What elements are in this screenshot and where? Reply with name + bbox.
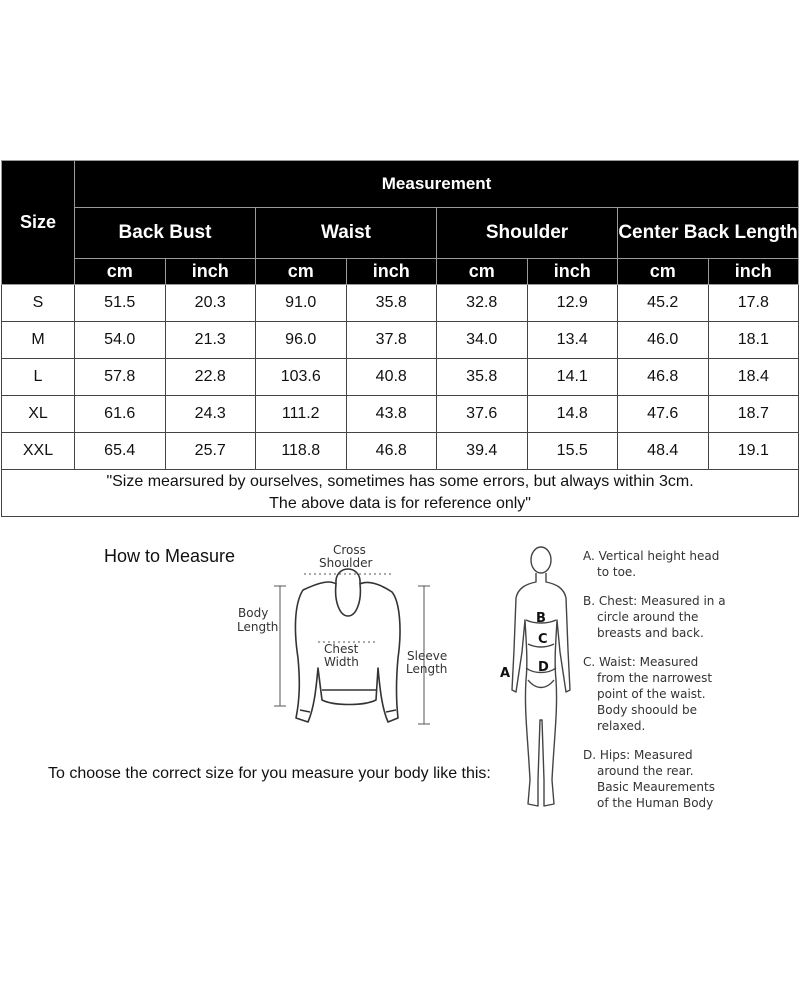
value-cell: 12.9	[527, 285, 618, 322]
marker-b: B	[536, 611, 546, 626]
value-cell: 103.6	[256, 359, 347, 396]
value-cell: 37.8	[346, 322, 437, 359]
note-row	[2, 470, 799, 517]
value-cell: 54.0	[75, 322, 166, 359]
value-cell: 43.8	[346, 396, 437, 433]
value-cell: 15.5	[527, 433, 618, 470]
value-cell: 25.7	[165, 433, 256, 470]
size-header: Size	[2, 161, 75, 285]
body-length-label-1: Body	[238, 606, 269, 620]
value-cell: 14.8	[527, 396, 618, 433]
value-cell: 21.3	[165, 322, 256, 359]
head-outline	[531, 547, 551, 573]
value-cell: 35.8	[437, 359, 528, 396]
unit-header: cm	[437, 259, 528, 285]
crotch-outline	[528, 680, 554, 688]
value-cell: 37.6	[437, 396, 528, 433]
value-cell: 46.0	[618, 322, 709, 359]
value-cell: 61.6	[75, 396, 166, 433]
value-cell: 20.3	[165, 285, 256, 322]
unit-header: inch	[527, 259, 618, 285]
value-cell: 65.4	[75, 433, 166, 470]
size-cell: S	[2, 285, 75, 322]
value-cell: 32.8	[437, 285, 528, 322]
value-cell: 35.8	[346, 285, 437, 322]
size-cell: M	[2, 322, 75, 359]
size-cell: XL	[2, 396, 75, 433]
value-cell: 18.4	[708, 359, 799, 396]
marker-d: D	[538, 660, 549, 675]
center-back-length-header: Center Back Length	[618, 208, 799, 259]
value-cell: 48.4	[618, 433, 709, 470]
table-row	[2, 433, 799, 470]
legend-body: from the narrowest point of the waist. Body shoould be relaxed.	[597, 671, 713, 733]
note-line-1: "Size mearsured by ourselves, sometimes has some errors, but always within 3cm.	[106, 473, 694, 490]
value-cell: 24.3	[165, 396, 256, 433]
value-cell: 18.7	[708, 396, 799, 433]
size-cell: XXL	[2, 433, 75, 470]
value-cell: 46.8	[618, 359, 709, 396]
jacket-measure-diagram	[230, 540, 460, 740]
value-cell: 47.6	[618, 396, 709, 433]
header-row-units	[2, 259, 799, 285]
unit-header: inch	[708, 259, 799, 285]
unit-header: inch	[165, 259, 256, 285]
marker-c: C	[538, 632, 548, 647]
sleeve-length-label-2: Length	[406, 662, 448, 676]
table-row	[2, 359, 799, 396]
reference-note	[2, 470, 799, 517]
legend-item-c	[583, 654, 793, 734]
legend-body: around the rear. Basic Meaurements of the Human Body	[597, 764, 715, 810]
unit-header: cm	[256, 259, 347, 285]
note-line-2: The above data is for reference only"	[269, 495, 531, 512]
legend-body: to toe.	[597, 565, 637, 579]
choose-size-instruction: To choose the correct size for you measure your body like this:	[48, 765, 491, 782]
legend-head: A. Vertical height head	[583, 549, 720, 563]
legend-head: D. Hips: Measured	[583, 748, 693, 762]
size-cell: L	[2, 359, 75, 396]
value-cell: 19.1	[708, 433, 799, 470]
value-cell: 57.8	[75, 359, 166, 396]
measure-legend	[583, 548, 793, 824]
cross-shoulder-label-2: Shoulder	[319, 556, 373, 570]
legend-head: C. Waist: Measured	[583, 655, 699, 669]
unit-header: inch	[346, 259, 437, 285]
value-cell: 22.8	[165, 359, 256, 396]
body-figure-diagram	[498, 540, 583, 820]
value-cell: 46.8	[346, 433, 437, 470]
value-cell: 51.5	[75, 285, 166, 322]
header-row-group	[2, 161, 799, 208]
cuff-right	[386, 710, 396, 712]
legend-item-a	[583, 548, 793, 580]
value-cell: 45.2	[618, 285, 709, 322]
table-row	[2, 396, 799, 433]
value-cell: 18.1	[708, 322, 799, 359]
size-chart-table	[1, 160, 799, 517]
marker-a: A	[500, 666, 511, 681]
hood-outline	[336, 569, 360, 584]
value-cell: 39.4	[437, 433, 528, 470]
measurement-header: Measurement	[75, 161, 799, 208]
chest-width-label-1: Chest	[324, 642, 359, 656]
legend-body: circle around the breasts and back.	[597, 610, 704, 640]
legend-item-d	[583, 747, 793, 811]
unit-header: cm	[618, 259, 709, 285]
value-cell: 17.8	[708, 285, 799, 322]
header-row-columns	[2, 208, 799, 259]
table-row	[2, 322, 799, 359]
value-cell: 91.0	[256, 285, 347, 322]
table-row	[2, 285, 799, 322]
value-cell: 118.8	[256, 433, 347, 470]
chest-width-label-2: Width	[324, 655, 359, 669]
body-outline	[512, 573, 570, 806]
cross-shoulder-label-1: Cross	[333, 543, 366, 557]
waist-header: Waist	[256, 208, 437, 259]
legend-head: B. Chest: Measured in a	[583, 594, 726, 608]
how-to-measure-title: How to Measure	[104, 546, 236, 566]
sleeve-length-label-1: Sleeve	[407, 649, 448, 663]
back-bust-header: Back Bust	[75, 208, 256, 259]
value-cell: 34.0	[437, 322, 528, 359]
body-length-label-2: Length	[237, 620, 279, 634]
unit-header: cm	[75, 259, 166, 285]
cuff-left	[300, 710, 310, 712]
value-cell: 14.1	[527, 359, 618, 396]
value-cell: 96.0	[256, 322, 347, 359]
legend-item-b	[583, 593, 793, 641]
value-cell: 40.8	[346, 359, 437, 396]
shoulder-header: Shoulder	[437, 208, 618, 259]
value-cell: 111.2	[256, 396, 347, 433]
value-cell: 13.4	[527, 322, 618, 359]
